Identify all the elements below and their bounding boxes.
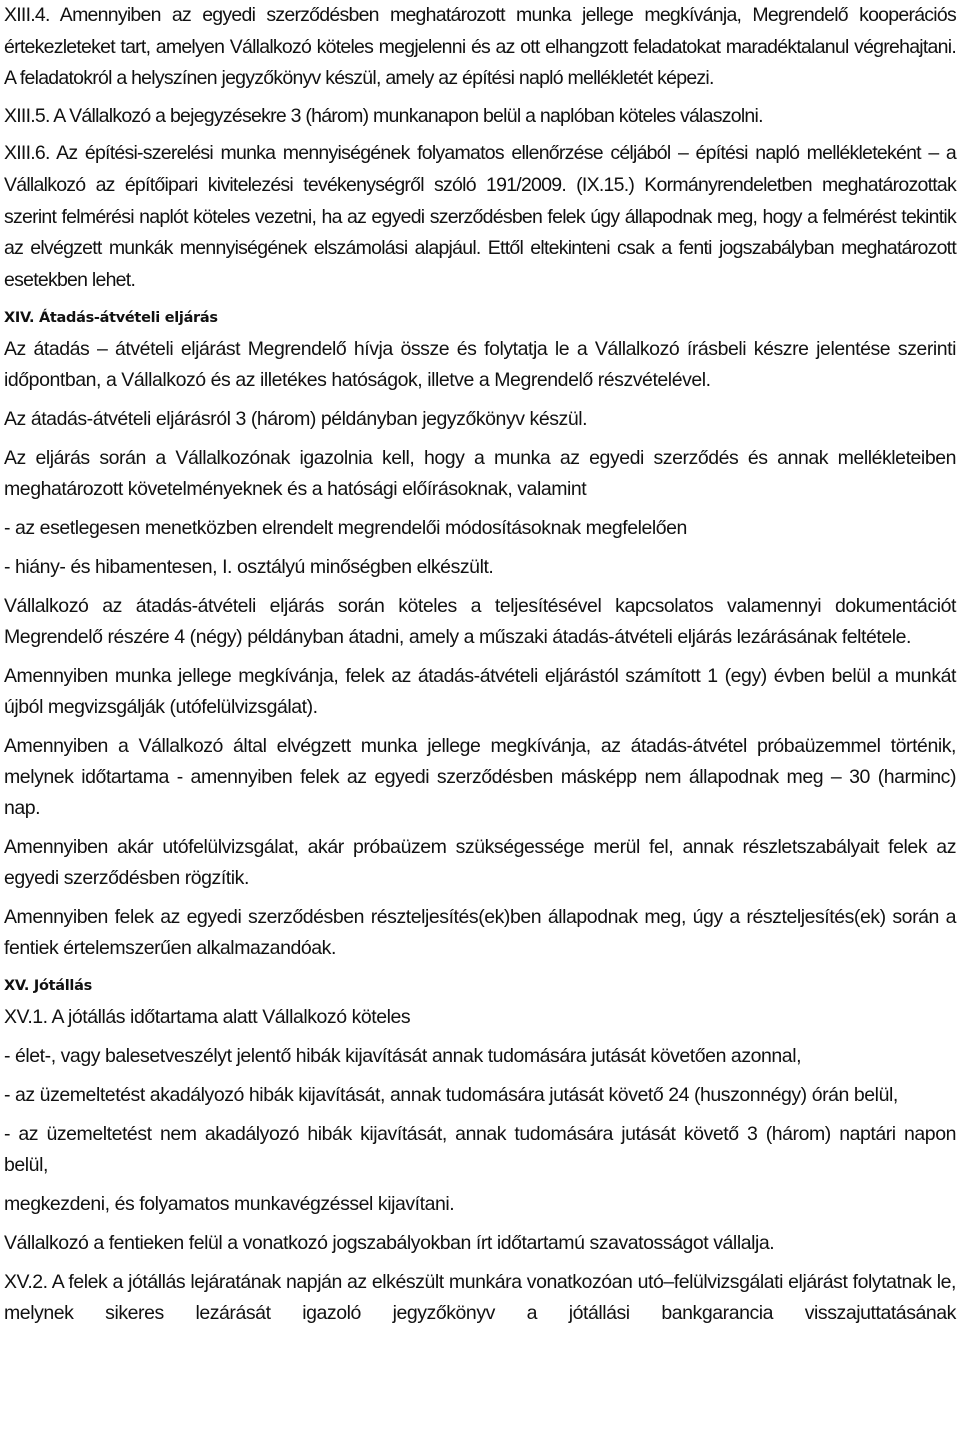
paragraph-partial-performance: Amennyiben felek az egyedi szerződésben részteljesítés(ek)ben állapodnak meg, úgy a részteljesítés(ek) során a fentiek értelemszerűen alkalmazandóak. [4,906,956,960]
document-page [4,0,956,1329]
list-item-modifications: - az esetlegesen menetközben elrendelt megrendelői módosításoknak megfelelően [4,517,687,540]
paragraph-xv-1: XV.1. A jótállás időtartama alatt Vállalkozó köteles [4,1006,411,1029]
list-item-blocking-defects: - az üzemeltetést akadályozó hibák kijavítását, annak tudomására jutását követő 24 (huszonnégy) órán belül, [4,1084,898,1107]
paragraph-documentation: Vállalkozó az átadás-átvételi eljárás során köteles a teljesítésével kapcsolatos valamennyi dokumentációt Megrendelő részére 4 (négy) példányban átadni, amely a műszaki átadás-átvételi eljárás lezárásának feltétele. [4,595,956,649]
paragraph-post-inspection: Amennyiben munka jellege megkívánja, felek az átadás-átvételi eljárástól számított 1 (egy) évben belül a munkát újból megvizsgálják (utófelülvizsgálat). [4,665,956,719]
paragraph-warranty-statement: Vállalkozó a fentieken felül a vonatkozó jogszabályokban írt időtartamú szavatosságot vállalja. [4,1232,775,1255]
paragraph-xiii-4: XIII.4. Amennyiben az egyedi szerződésben meghatározott munka jellege megkívánja, Megrendelő kooperációs értekezleteket tart, amelyen Vállalkozó köteles megjelenni és az ott elhangzott feladatokat maradéktalanul végrehajtani. A feladatokról a helyszínen jegyzőkönyv készül, amely az építési napló mellékletét képezi. [4,4,956,90]
list-item-defect-free: - hiány- és hibamentesen, I. osztályú minőségben elkészült. [4,556,494,579]
list-item-life-hazard: - élet-, vagy balesetveszélyt jelentő hibák kijavítását annak tudomására jutását követően azonnal, [4,1045,802,1068]
paragraph-xiii-6: XIII.6. Az építési-szerelési munka mennyiségének folyamatos ellenőrzése céljából – építési napló mellékleteként – a Vállalkozó az építőipari kivitelezési tevékenységről szóló 191/2009. (IX.15.) Kormányrendeletben meghatározottak szerint felmérési naplót köteles vezetni, ha az egyedi szerződésben felek úgy állapodnak meg, hogy a felmérést tekintik az elvégzett munkák mennyiségének elszámolási alapjául. Ettől eltekinteni csak a fenti jogszabályban meghatározott esetekben lehet. [4,142,956,291]
paragraph-start-repair: megkezdeni, és folyamatos munkavégzéssel kijavítani. [4,1193,455,1216]
section-heading-xv: XV. Jótállás [4,978,92,995]
list-item-non-blocking-defects: - az üzemeltetést nem akadályozó hibák kijavítását, annak tudomására jutását követő 3 (három) naptári napon belül, [4,1123,956,1177]
paragraph-contractor-proof: Az eljárás során a Vállalkozónak igazolnia kell, hogy a munka az egyedi szerződés és annak mellékleteiben meghatározott követelményeknek és a hatósági előírásoknak, valamint [4,447,956,501]
paragraph-xv-2: XV.2. A felek a jótállás lejáratának napján az elkészült munkára vonatkozóan utó–felülvizsgálati eljárást folytatnak le, melynek sikeres lezárását igazoló jegyzőkönyv a jótállási bankgarancia visszajuttatásának [4,1271,956,1325]
paragraph-handover-minutes: Az átadás-átvételi eljárásról 3 (három) példányban jegyzőkönyv készül. [4,408,588,431]
paragraph-trial-operation: Amennyiben a Vállalkozó által elvégzett munka jellege megkívánja, az átadás-átvétel próbaüzemmel történik, melynek időtartama - amennyiben felek az egyedi szerződésben másképp nem állapodnak meg – 30 (harminc) nap. [4,735,956,820]
paragraph-detailed-rules: Amennyiben akár utófelülvizsgálat, akár próbaüzem szükségessége merül fel, annak részletszabályait felek az egyedi szerződésben rögzítik. [4,836,956,890]
section-heading-xiv: XIV. Átadás-átvételi eljárás [4,310,218,327]
paragraph-handover-procedure: Az átadás – átvételi eljárást Megrendelő hívja össze és folytatja le a Vállalkozó írásbeli készre jelentése szerinti időpontban, a Vállalkozó és az illetékes hatóságok, illetve a Megrendelő részvételével. [4,338,956,392]
paragraph-xiii-5: XIII.5. A Vállalkozó a bejegyzésekre 3 (három) munkanapon belül a naplóban köteles válaszolni. [4,104,763,127]
